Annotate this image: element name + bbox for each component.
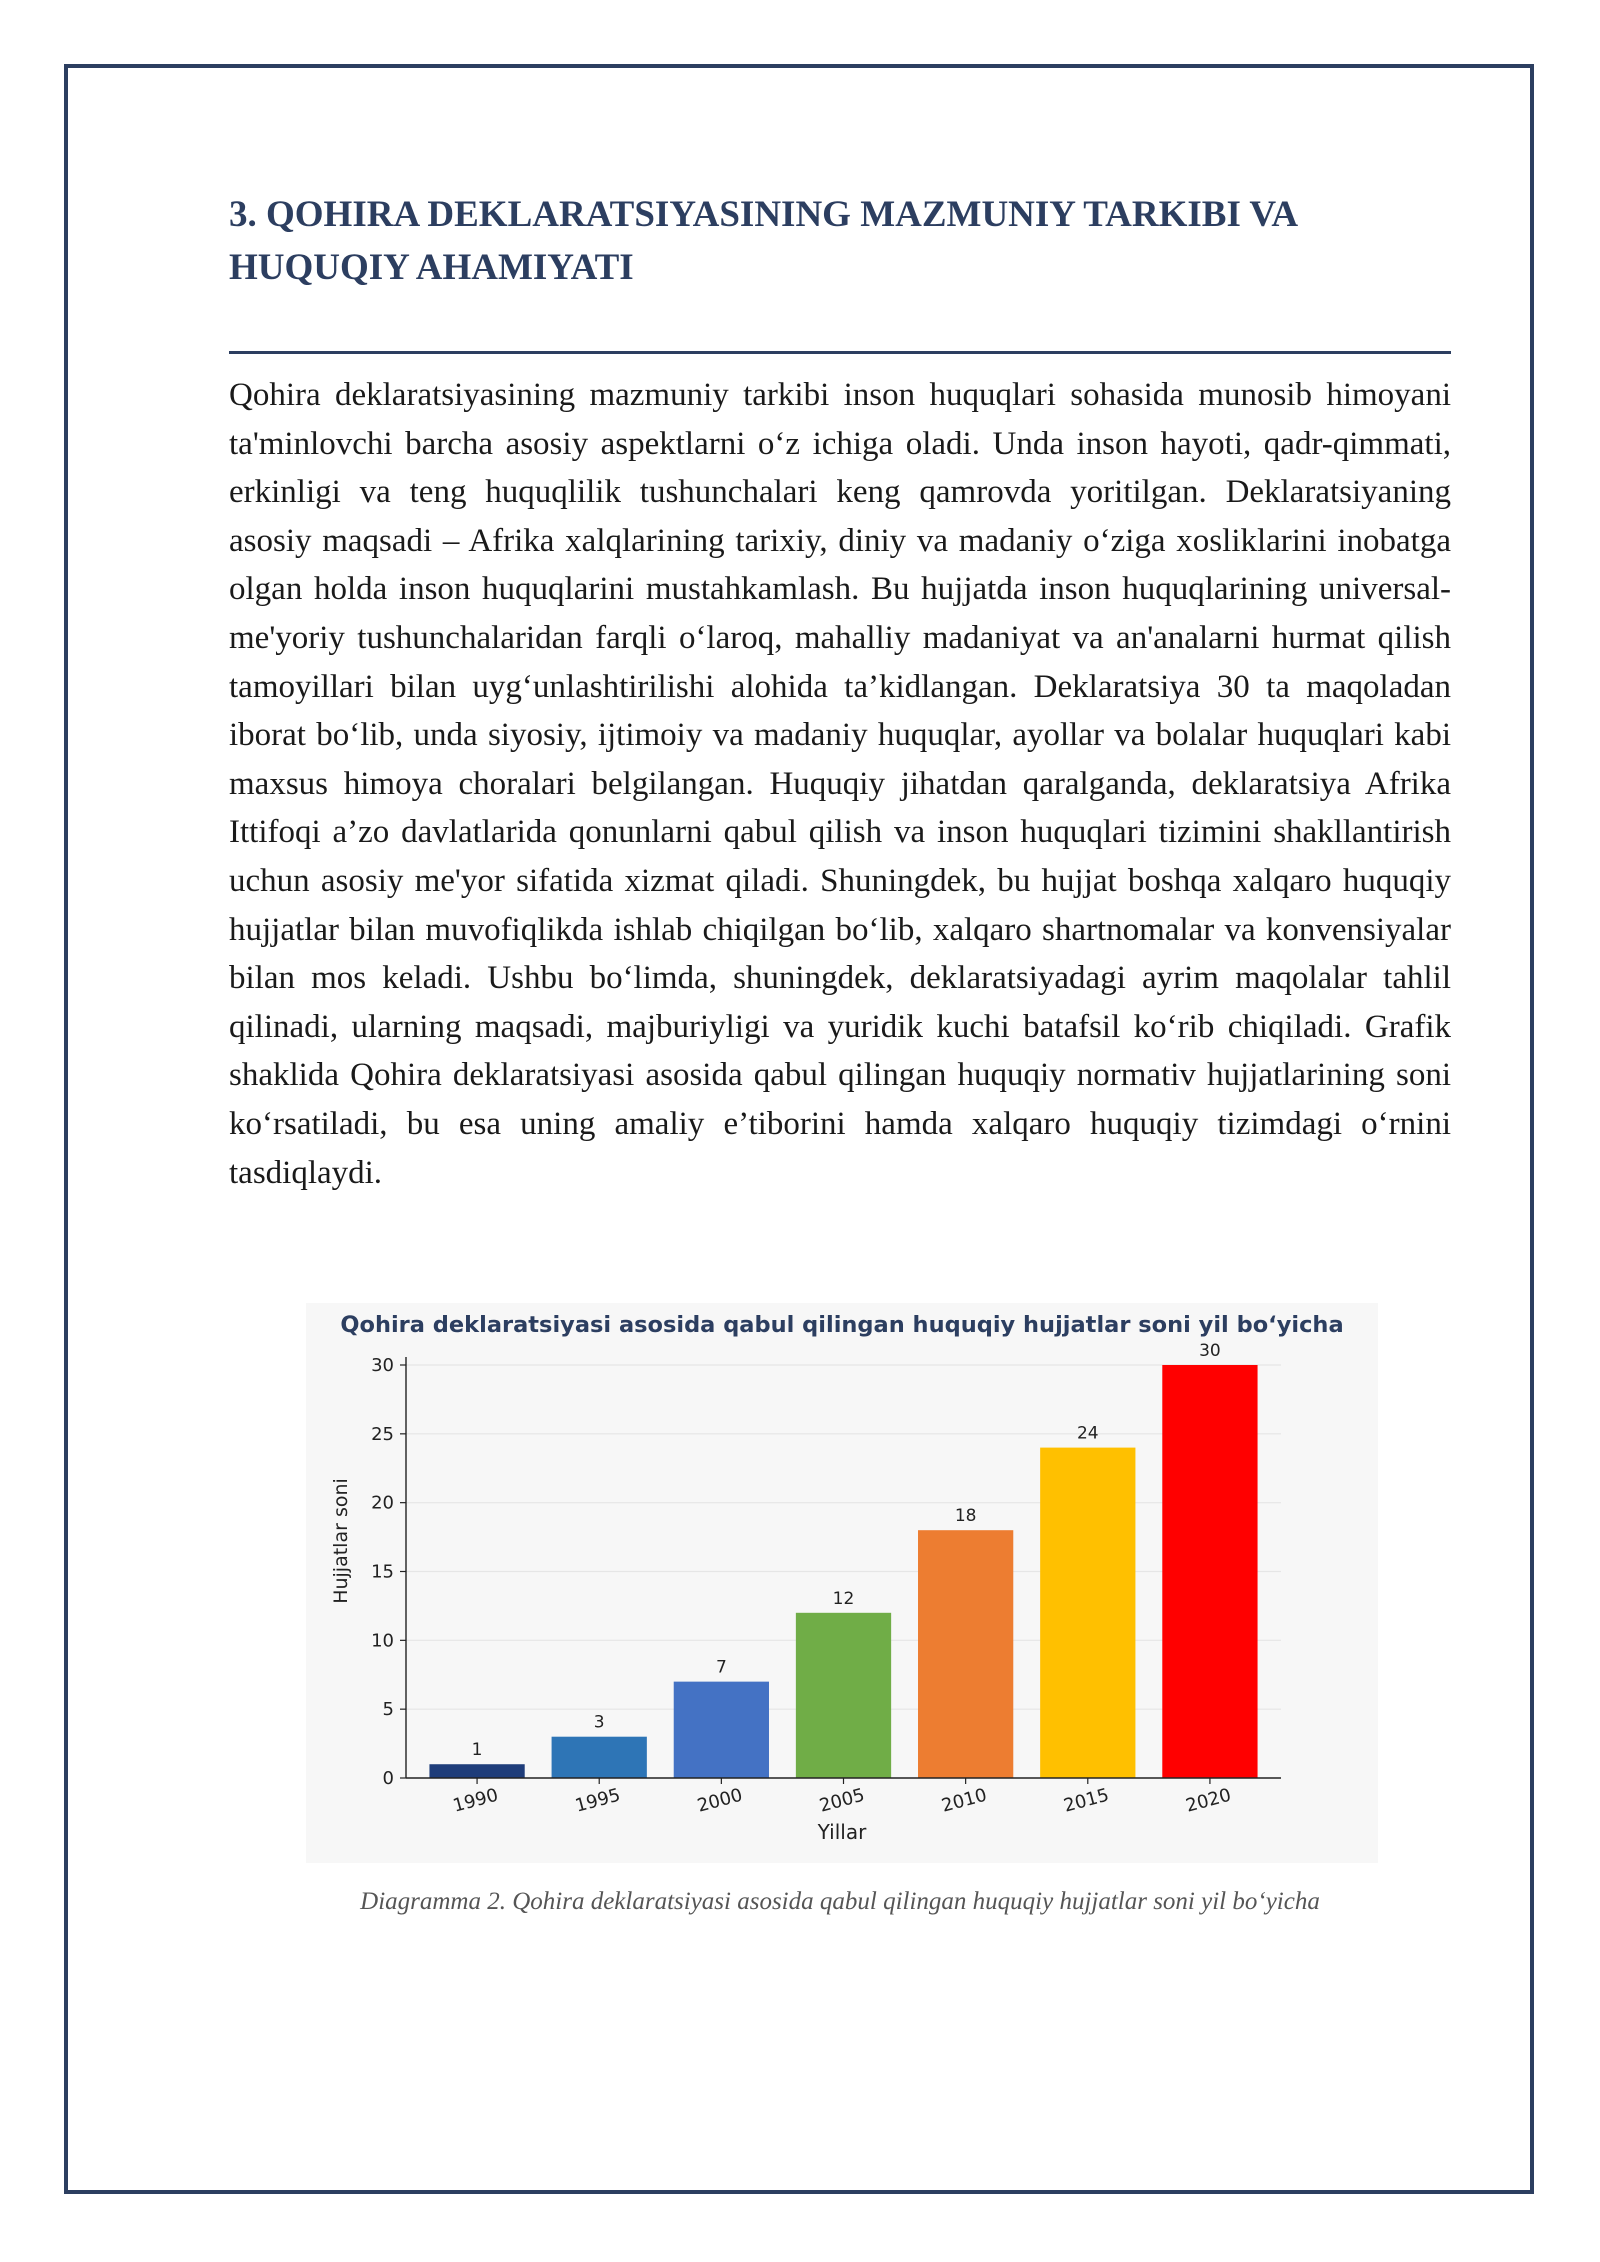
y-tick-label: 15 xyxy=(371,1561,394,1583)
data-label: 3 xyxy=(593,1712,605,1733)
bar-2010 xyxy=(918,1530,1013,1778)
bar-1995 xyxy=(552,1737,647,1778)
data-label: 18 xyxy=(954,1506,977,1527)
heading-divider xyxy=(229,351,1451,354)
bar-2000 xyxy=(674,1682,769,1778)
y-axis-label: Hujjatlar soni xyxy=(330,1478,352,1604)
bar-chart xyxy=(306,1303,1378,1863)
chart-title: Qohira deklaratsiyasi asosida qabul qilingan huquqiy hujjatlar soni yil bo‘yicha xyxy=(340,1312,1344,1338)
data-label: 1 xyxy=(471,1740,483,1761)
y-axis-ticks xyxy=(371,1355,406,1789)
section-heading: 3. QOHIRA DEKLARATSIYASINING MAZMUNIY TARKIBI VA HUQUQIY AHAMIYATI xyxy=(229,194,1297,288)
x-tick-label: 2010 xyxy=(939,1784,990,1817)
bar-2020 xyxy=(1162,1365,1257,1778)
bar-chart-figure xyxy=(306,1303,1378,1863)
figure-caption: Diagramma 2. Qohira deklaratsiyasi asosida qabul qilingan huquqiy hujjatlar soni yil bo‘yicha xyxy=(360,1888,1320,1915)
bar-2015 xyxy=(1040,1448,1135,1778)
y-tick-label: 30 xyxy=(371,1355,394,1376)
body-paragraph: Qohira deklaratsiyasining mazmuniy tarkibi inson huquqlari sohasida munosib himoyani ta'minlovchi barcha asosiy aspektlarni o‘z ichiga oladi. Unda inson hayoti, qadr-qimmati, erkinligi va teng huquqlilik tushunchalari keng qamrovda yoritilgan. Deklaratsiyaning asosiy maqsadi – Afrika xalqlarining tarixiy, diniy va madaniy o‘ziga xosliklarini inobatga olgan holda inson huquqlarini mustahkamlash. Bu hujjatda inson huquqlarining universal-me'yoriy tushunchalaridan farqli o‘laroq, mahalliy madaniyat va an'analarni hurmat qilish tamoyillari bilan uyg‘unlashtirilishi alohida ta’kidlangan. Deklaratsiya 30 ta maqoladan iborat bo‘lib, unda siyosiy, ijtimoiy va madaniy huquqlar, ayollar va bolalar huquqlari kabi maxsus himoya choralari belgilangan. Huquqiy jihatdan qaralganda, deklaratsiya Afrika Ittifoqi a’zo davlatlarida qonunlarni qabul qilish va inson huquqlari tizimini shakllantirish uchun asosiy me'yor sifatida xizmat qiladi. Shuningdek, bu hujjat boshqa xalqaro huquqiy hujjatlar bilan muvofiqlikda ishlab chiqilgan bo‘lib, xalqaro shartnomalar va konvensiyalar bilan mos keladi. Ushbu bo‘limda, shuningdek, deklaratsiyadagi ayrim maqolalar tahlil qilinadi, ularning maqsadi, majburiyligi va yuridik kuchi batafsil ko‘rib chiqiladi. Grafik shaklida Qohira deklaratsiyasi asosida qabul qilingan huquqiy normativ hujjatlarining soni ko‘rsatiladi, bu esa uning amaliy e’tiborini hamda xalqaro huquqiy tizimdagi o‘rnini tasdiqlaydi. xyxy=(229,377,1451,1191)
x-tick-label: 1995 xyxy=(572,1784,623,1817)
data-label: 7 xyxy=(715,1657,727,1678)
y-tick-label: 25 xyxy=(371,1423,394,1445)
y-tick-label: 5 xyxy=(382,1699,394,1721)
x-tick-label: 2005 xyxy=(817,1784,867,1817)
y-tick-label: 20 xyxy=(371,1492,394,1514)
bar-1990 xyxy=(429,1764,524,1778)
y-tick-label: 10 xyxy=(371,1630,394,1652)
y-tick-label: 0 xyxy=(382,1768,394,1789)
x-axis-label: Yillar xyxy=(817,1820,867,1844)
x-tick-label: 2015 xyxy=(1061,1784,1112,1817)
data-label: 30 xyxy=(1199,1341,1221,1361)
bar-2005 xyxy=(796,1613,891,1778)
data-label: 24 xyxy=(1076,1423,1099,1444)
x-axis-ticks xyxy=(451,1778,1234,1817)
x-tick-label: 2020 xyxy=(1183,1784,1234,1817)
x-tick-label: 2000 xyxy=(695,1784,745,1817)
data-label: 12 xyxy=(832,1588,855,1609)
x-tick-label: 1990 xyxy=(450,1784,501,1817)
